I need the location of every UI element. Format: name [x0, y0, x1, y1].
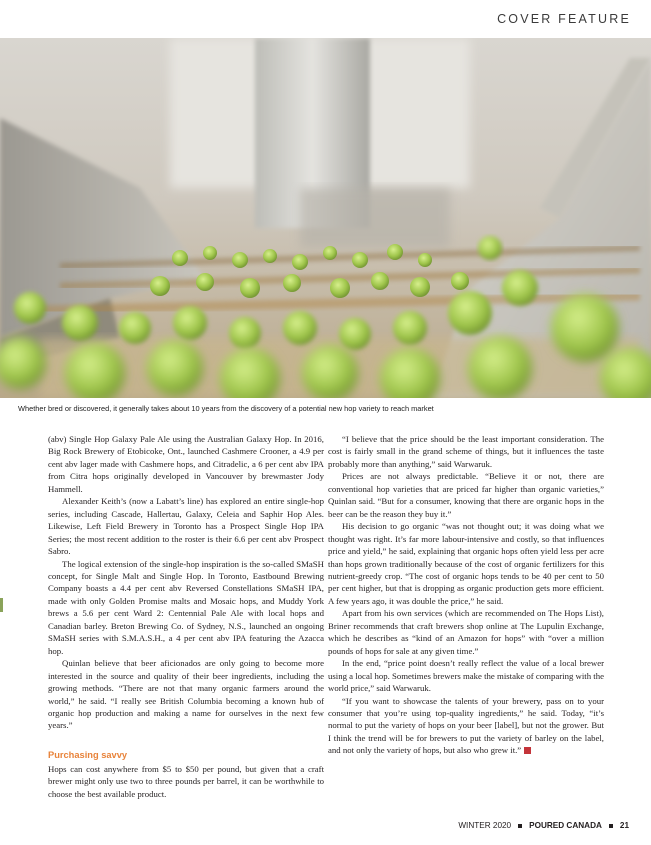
page-edge-mark [0, 598, 3, 612]
section-subhead: Purchasing savvy [48, 749, 128, 760]
separator-square-icon [609, 824, 613, 828]
body-paragraph: (abv) Single Hop Galaxy Pale Ale using the Australian Galaxy Hop. In 2016, Big Rock Brewery of Etobicoke, Ont., launched Cashmere Crooner, a 4.9 per cent abv lager made with Cashmere hops, and Citradelic, a 6 per cent abv IPA from Citra hops originally developed in Vancouver by brewmaster Jody Hammell. [48, 434, 324, 494]
hop-conveyor-photo [0, 38, 651, 398]
magazine-name: POURED CANADA [529, 821, 602, 830]
body-paragraph: Alexander Keith’s (now a Labatt’s line) has explored an entire single-hop series, including Cascade, Hallertau, Galaxy, Celeia and Saphir Hop Ales. Likewise, Left Field Brewery in Toronto has a Prospect Single Hop IPA Series; the most recent addition to the roster is their 6.6 per cent abv Prospect Sabro. [48, 496, 324, 557]
separator-square-icon [518, 824, 522, 828]
final-paragraph [328, 695, 604, 757]
body-paragraph: His decision to go organic “was not thought out; it was doing what we thought was right. It’s far more labour-intensive and costly, so that influences price and yield,” he said, explaining that organic hops often yield less per acre than hops grown traditionally because of the cost of organic fertilizers for this nutrient-greedy crop. “The cost of organic hops tends to be 40 per cent to 50 per cent higher, but that is dropping as organic production gets more efficient. A few years ago, it was double the price,” he said. [328, 521, 604, 606]
left-column [48, 433, 324, 800]
end-of-article-mark-icon [524, 747, 531, 754]
section-label: COVER FEATURE [497, 12, 631, 26]
body-paragraph: The logical extension of the single-hop inspiration is the so-called SMaSH concept, for Single Malt and Single Hop. In Toronto, Eastbound Brewing Company boasts a 4.4 per cent abv Reversed Constellations SMaSH IPA, made with only Golden Promise malts and Mosaic hops, and Muddy York brews a 5.6 per cent Ward 2: Centennial Pale Ale with local hops and Canadian barley. Breton Brewing Co. of Sydney, N.S., launched an ongoing SMaSH series with S.M.A.S.H., a 4 per cent abv IPA featuring the Azacca hop. [48, 558, 324, 656]
body-paragraph: Prices are not always predictable. “Believe it or not, there are conventional hop varieties that are priced far higher than organic varieties,” Quinlan said. “But for a consumer, knowing that there are organic hops in the beer can be the reason they buy it.” [328, 471, 604, 519]
photo-caption: Whether bred or discovered, it generally takes about 10 years from the discovery of a potential new hop variety to reach market [18, 404, 434, 413]
right-column [328, 433, 604, 757]
issue-label: WINTER 2020 [458, 821, 512, 830]
final-paragraph-text: “If you want to showcase the talents of your brewery, pass on to your consumer that you’re using top-quality ingredients,” he said. Today, “it’s normal to put the variety of hops on your beer [label], but not the grower. But I think the trend will be for brewers to put the variety of barley on the label, and not only the variety of hops, but also who grew it.” [328, 695, 604, 756]
page-number: 21 [619, 821, 629, 830]
body-paragraph: Quinlan believe that beer aficionados are only going to become more interested in the source and quality of their beer ingredients, including the growing methods. “There are not that many organic farmers around the world,” he said. “I really see British Columbia becoming a known hub of organic hop production and making a name for ourselves in the next few years.” [48, 658, 324, 731]
body-paragraph: Hops can cost anywhere from $5 to $50 per pound, but given that a craft brewer might only use two to three pounds per barrel, it can be worthwhile to choose the best available product. [48, 763, 324, 799]
body-paragraph: Apart from his own services (which are recommended on The Hops List), Briner recommends that craft brewers shop online at The Lupulin Exchange, which he describes as “kind of an Amazon for hops” with “over a million pounds of hops for sale at any given time.” [328, 608, 604, 656]
body-paragraph: In the end, “price point doesn’t really reflect the value of a local brewer using a local hop. Sometimes brewers make the mistake of comparing with the world price,” said Warwaruk. [328, 658, 604, 694]
body-paragraph: “I believe that the price should be the least important consideration. The cost is fairly small in the grand scheme of things, but it influences the taste probably more than anything,” said Warwaruk. [328, 434, 604, 469]
page-footer [458, 821, 629, 830]
